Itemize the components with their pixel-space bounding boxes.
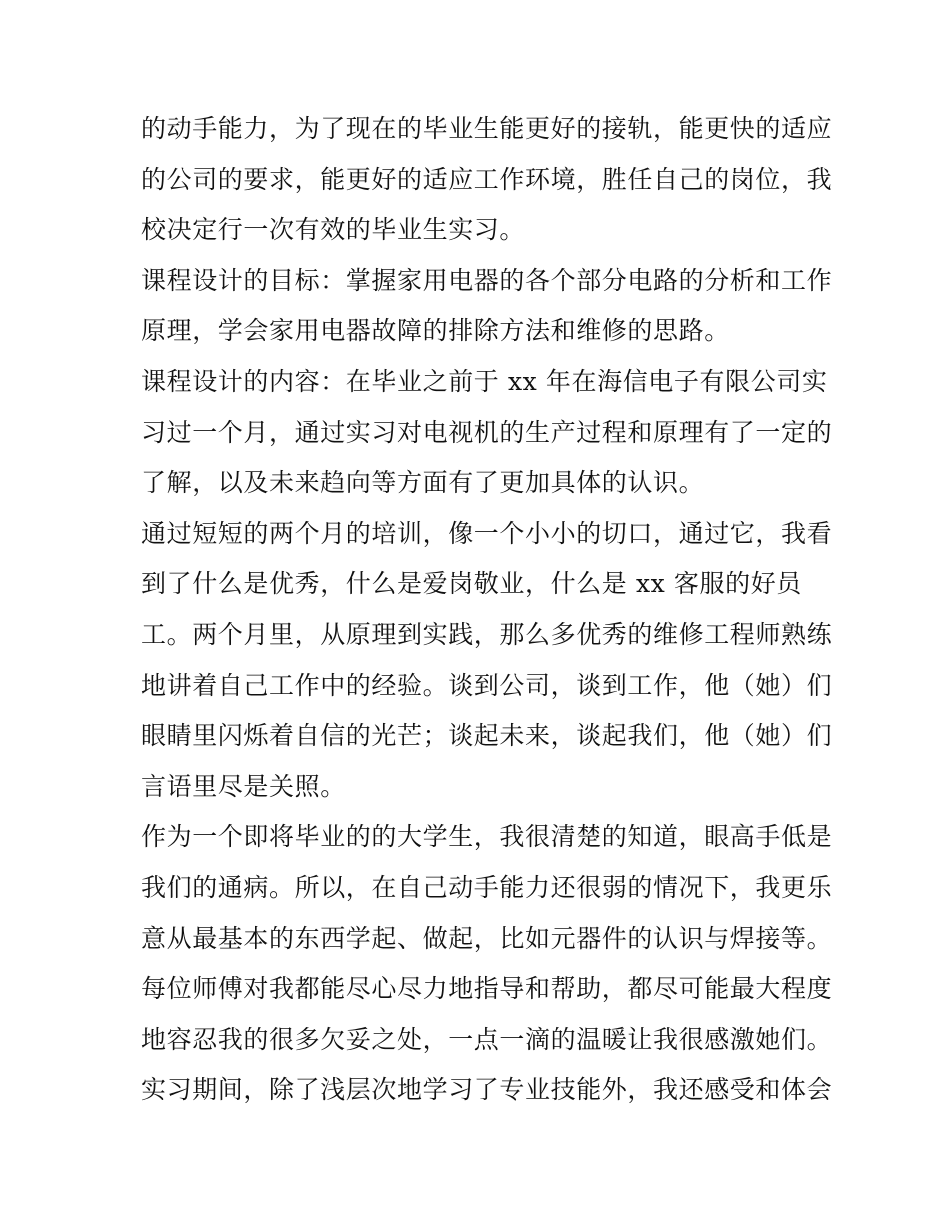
text-line-3: 校决定行一次有效的毕业生实习。 <box>141 215 526 245</box>
text-line-8: 了解，以及未来趋向等方面有了更加具体的认识。 <box>141 468 705 498</box>
text-line-16: 我们的通病。所以，在自己动手能力还很弱的情况下，我更乐 <box>141 872 833 902</box>
text-line-19: 地容忍我的很多欠妥之处，一点一滴的温暖让我很感激她们。 <box>141 1024 833 1054</box>
text-line-17: 意从最基本的东西学起、做起，比如元器件的认识与焊接等。 <box>141 923 833 953</box>
text-line-12: 地讲着自己工作中的经验。谈到公司，谈到工作，他（她）们 <box>141 670 833 700</box>
text-line-2: 的公司的要求，能更好的适应工作环境，胜任自己的岗位，我 <box>141 164 833 194</box>
text-line-18: 每位师傅对我都能尽心尽力地指导和帮助，都尽可能最大程度 <box>141 974 833 1004</box>
text-line-13: 眼睛里闪烁着自信的光芒；谈起未来，谈起我们，他（她）们 <box>141 721 833 751</box>
text-line-1: 的动手能力，为了现在的毕业生能更好的接轨，能更快的适应 <box>141 114 833 143</box>
text-line-11: 工。两个月里，从原理到实践，那么多优秀的维修工程师熟练 <box>141 619 833 649</box>
text-line-10: 到了什么是优秀，什么是爱岗敬业，什么是 xx 客服的好员 <box>141 569 802 599</box>
text-line-9: 通过短短的两个月的培训，像一个小小的切口，通过它，我看 <box>141 518 833 548</box>
text-line-15: 作为一个即将毕业的的大学生，我很清楚的知道，眼高手低是 <box>141 822 833 852</box>
text-line-5: 原理，学会家用电器故障的排除方法和维修的思路。 <box>141 316 730 346</box>
text-line-14: 言语里尽是关照。 <box>141 771 346 801</box>
text-line-4: 课程设计的目标：掌握家用电器的各个部分电路的分析和工作 <box>141 265 833 295</box>
text-line-20: 实习期间，除了浅层次地学习了专业技能外，我还感受和体会 <box>141 1075 833 1105</box>
text-line-6: 课程设计的内容：在毕业之前于 xx 年在海信电子有限公司实 <box>141 366 828 396</box>
document-body <box>141 104 833 1116</box>
text-line-7: 习过一个月，通过实习对电视机的生产过程和原理有了一定的 <box>141 417 833 447</box>
